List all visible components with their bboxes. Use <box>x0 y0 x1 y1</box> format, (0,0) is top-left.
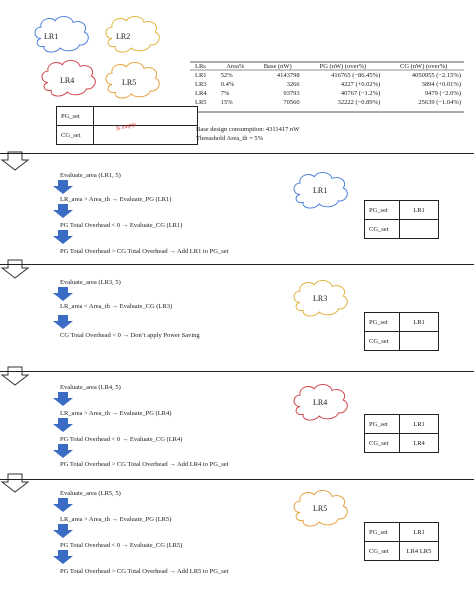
cloud-label: LR1 <box>44 32 59 41</box>
section-divider <box>0 153 474 154</box>
hollow-arrow-3 <box>2 367 28 385</box>
cloud-label: LR3 <box>313 294 328 303</box>
table-row: LR3 0.4% 3266 4227 (+0.02%) 3894 (+0.01%) <box>195 81 461 88</box>
step-text: LR_area > Area_th → Evaluate_PG (LR5) <box>60 516 172 523</box>
blue-arrow <box>53 315 73 329</box>
pg-set-label: PG_set <box>57 107 94 126</box>
set-table-4: PG_set LR1 CG_set LR4 LR5 <box>364 522 439 561</box>
cloud-label: LR5 <box>122 78 137 87</box>
step-text: PG Total Overhead > CG Total Overhead → Add LR4 to PG_set <box>60 461 229 468</box>
blue-arrow <box>53 444 73 458</box>
blue-arrow <box>53 180 73 194</box>
set-table-1: PG_set LR1 CG_set <box>364 200 439 239</box>
cloud-lr1-top <box>35 16 88 52</box>
hollow-arrow-1 <box>2 152 28 170</box>
table-row: LR5 15% 70560 32222 (−0.89%) 25639 (−1.04%) <box>195 99 461 106</box>
set-table-3: PG_set LR1 CG_set LR4 <box>364 414 439 453</box>
hollow-arrow-4 <box>2 474 28 492</box>
results-table <box>192 62 464 107</box>
step-text: Evaluate_area (LR5, 5) <box>60 490 121 497</box>
cg-set-label: CG_set <box>57 126 94 145</box>
step-text: Evaluate_area (LR3, 5) <box>60 279 121 286</box>
blue-arrow <box>53 204 73 218</box>
cloud-label: LR4 <box>60 76 75 85</box>
blue-arrow <box>53 498 73 512</box>
section-divider <box>0 479 474 480</box>
blue-arrow <box>53 524 73 538</box>
set-table-2: PG_set LR1 CG_set <box>364 312 439 351</box>
is-empty-stamp: Is empty <box>115 121 137 133</box>
blue-arrow <box>53 392 73 406</box>
cloud-lr2-top <box>106 16 159 52</box>
table-row: LR1 52% 4143798 416765 (−86.45%) 4050955 (−2.15%) <box>195 72 461 79</box>
section-divider <box>0 264 474 265</box>
step-text: LR_area > Area_th → Evaluate_PG (LR1) <box>60 196 172 203</box>
table-row: LR4 7% 93793 40767 (−1.2%) 9479 (−2.0%) <box>195 90 461 97</box>
table-header: LRs Area% Base (nW) PG (nW) (over%) CG (nW) (over%) <box>195 63 448 70</box>
step-text: PG Total Overhead > CG Total Overhead → Add LR1 to PG_set <box>60 248 229 255</box>
blue-arrow <box>53 230 73 244</box>
cloud-label: LR4 <box>313 398 328 407</box>
step-text: Evaluate_area (LR1, 5) <box>60 172 121 179</box>
step-text: PG Total Overhead > CG Total Overhead → Add LR5 to PG_set <box>60 568 229 575</box>
threshold-note: Threashold Area_th = 5% <box>196 135 264 142</box>
blue-arrow <box>53 418 73 432</box>
cloud-label: LR2 <box>116 32 131 41</box>
step-text: Evaluate_area (LR4, 5) <box>60 384 121 391</box>
blue-arrow <box>53 287 73 301</box>
cloud-label: LR5 <box>313 504 328 513</box>
step-text: CG Total Overhead < 0 → Don’t apply Power Saving <box>60 332 200 339</box>
step-text: PG Total Overhead < 0 → Evaluate_CG (LR5) <box>60 542 183 549</box>
cloud-label: LR1 <box>313 186 328 195</box>
hollow-arrow-2 <box>2 260 28 278</box>
base-consumption-note: Base design consumption: 4311417 nW <box>196 126 300 133</box>
step-text: LR_area > Area_th → Evaluate_PG (LR4) <box>60 410 172 417</box>
step-text: LR_area < Area_th → Evaluate_CG (LR3) <box>60 303 173 310</box>
step-text: PG Total Overhead < 0 → Evaluate_CG (LR1) <box>60 222 183 229</box>
step-text: PG Total Overhead < 0 → Evaluate_CG (LR4) <box>60 436 183 443</box>
section-divider <box>0 371 474 372</box>
blue-arrow <box>53 550 73 564</box>
